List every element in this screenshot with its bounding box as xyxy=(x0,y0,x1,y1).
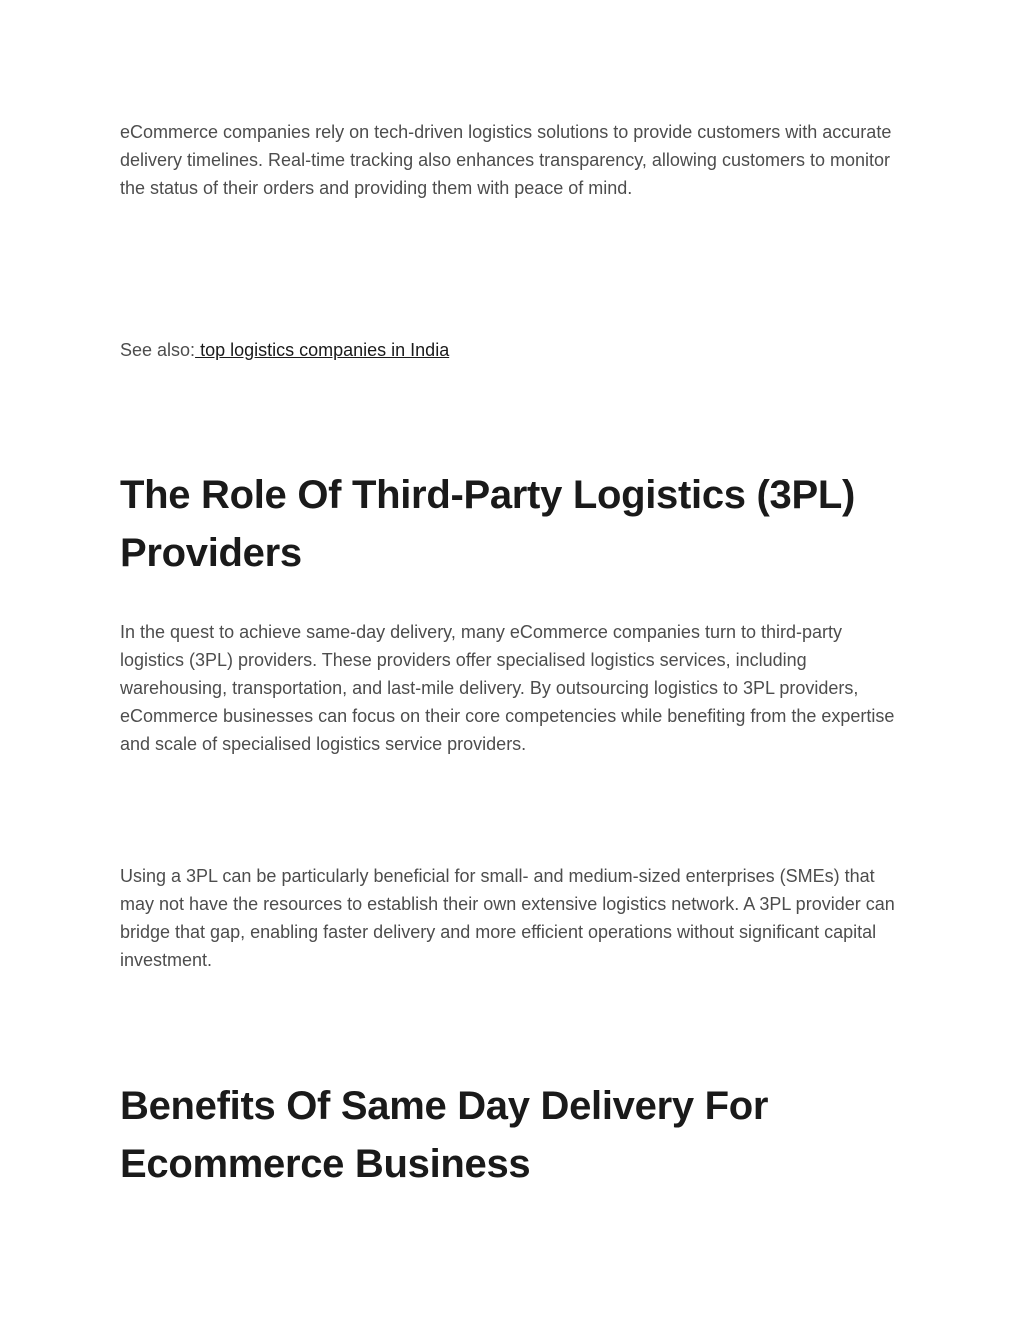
paragraph-3pl-intro: In the quest to achieve same-day delivery, many eCommerce companies turn to third-party logistics (3PL) providers. These providers offer specialised logistics services, including warehousing, transportation, and last-mile delivery. By outsourcing logistics to 3PL providers, eCommerce businesses can focus on their core competencies while benefiting from the expertise and scale of specialised logistics service providers. xyxy=(120,622,895,754)
see-also-label: See also: xyxy=(120,340,196,360)
see-also-link[interactable]: top logistics companies in India xyxy=(195,340,450,360)
heading-3pl-providers: The Role Of Third-Party Logistics (3PL) Providers xyxy=(120,473,856,575)
paragraph-3pl-smes: Using a 3PL can be particularly beneficial for small- and medium-sized enterprises (SMEs) that may not have the resources to establish their own extensive logistics network. A 3PL provider can bridge that gap, enabling faster delivery and more efficient operations without significant capital investment. xyxy=(120,866,895,970)
see-also-line xyxy=(120,336,449,364)
heading-same-day-benefits: Benefits Of Same Day Delivery For Ecommerce Business xyxy=(120,1084,769,1186)
paragraph-tracking: eCommerce companies rely on tech-driven logistics solutions to provide customers with accurate delivery timelines. Real-time tracking also enhances transparency, allowing customers to monitor the status of their orders and providing them with peace of mind. xyxy=(120,122,892,198)
